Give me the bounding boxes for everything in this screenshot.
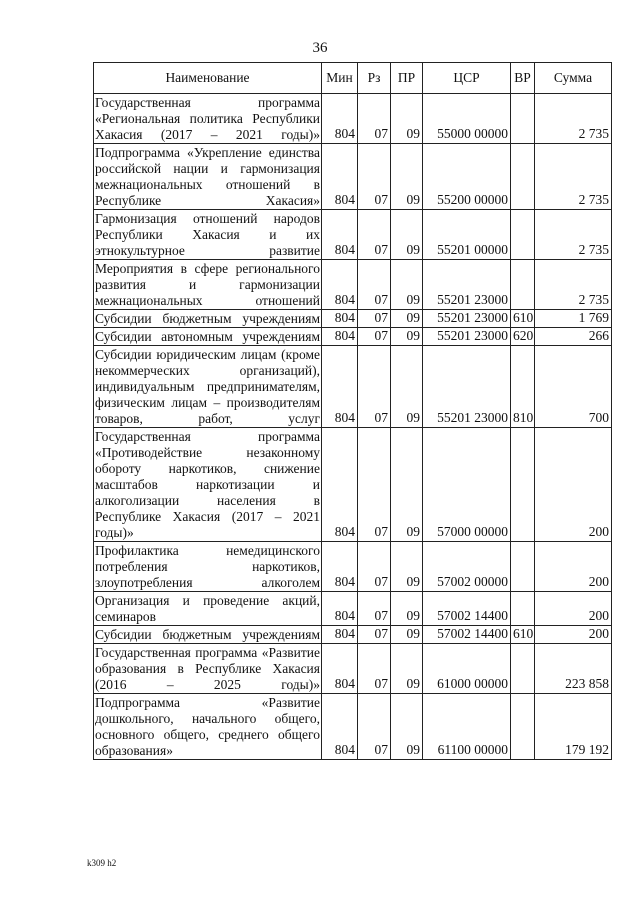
table-row bbox=[94, 428, 612, 542]
row-pr: 09 bbox=[391, 592, 423, 626]
budget-table bbox=[93, 62, 612, 760]
table-row bbox=[94, 542, 612, 592]
row-vr: 810 bbox=[511, 346, 535, 428]
row-pr: 09 bbox=[391, 626, 423, 644]
column-header-vr: ВР bbox=[511, 63, 535, 94]
table-header-row bbox=[94, 63, 612, 94]
row-min: 804 bbox=[322, 210, 358, 260]
row-rz: 07 bbox=[358, 644, 391, 694]
row-sum: 266 bbox=[535, 328, 612, 346]
row-sum: 2 735 bbox=[535, 144, 612, 210]
row-vr bbox=[511, 260, 535, 310]
row-sum: 223 858 bbox=[535, 644, 612, 694]
row-name: Субсидии бюджетным учреждениям bbox=[95, 311, 320, 326]
row-sum: 200 bbox=[535, 428, 612, 542]
row-sum: 700 bbox=[535, 346, 612, 428]
row-csr: 55200 00000 bbox=[423, 144, 511, 210]
row-rz: 07 bbox=[358, 310, 391, 328]
column-header-min: Мин bbox=[322, 63, 358, 94]
page-number: 36 bbox=[312, 40, 328, 56]
row-rz: 07 bbox=[358, 210, 391, 260]
row-sum: 1 769 bbox=[535, 310, 612, 328]
row-name: Субсидии юридическим лицам (кроме некоммерческих организаций), индивидуальным предпринимателям, физическим лицам – производителям товаров, работ, услуг bbox=[95, 347, 320, 426]
row-min: 804 bbox=[322, 94, 358, 144]
column-header-name: Наименование bbox=[94, 63, 322, 94]
table-row bbox=[94, 626, 612, 644]
table-row bbox=[94, 94, 612, 144]
row-min: 804 bbox=[322, 626, 358, 644]
row-rz: 07 bbox=[358, 346, 391, 428]
row-pr: 09 bbox=[391, 644, 423, 694]
row-sum: 179 192 bbox=[535, 694, 612, 760]
row-pr: 09 bbox=[391, 428, 423, 542]
column-header-sum: Сумма bbox=[535, 63, 612, 94]
row-pr: 09 bbox=[391, 210, 423, 260]
row-pr: 09 bbox=[391, 144, 423, 210]
row-vr bbox=[511, 542, 535, 592]
row-rz: 07 bbox=[358, 542, 391, 592]
row-csr: 57002 14400 bbox=[423, 626, 511, 644]
row-min: 804 bbox=[322, 328, 358, 346]
row-min: 804 bbox=[322, 694, 358, 760]
row-vr bbox=[511, 644, 535, 694]
row-csr: 61000 00000 bbox=[423, 644, 511, 694]
row-name: Государственная программа «Развитие образования в Республике Хакасия (2016 – 2025 годы)» bbox=[95, 645, 320, 692]
row-vr bbox=[511, 694, 535, 760]
row-min: 804 bbox=[322, 346, 358, 428]
row-name: Субсидии бюджетным учреждениям bbox=[95, 627, 320, 642]
table-row bbox=[94, 592, 612, 626]
row-pr: 09 bbox=[391, 346, 423, 428]
row-csr: 55201 23000 bbox=[423, 260, 511, 310]
row-vr bbox=[511, 144, 535, 210]
row-rz: 07 bbox=[358, 94, 391, 144]
row-csr: 57000 00000 bbox=[423, 428, 511, 542]
row-pr: 09 bbox=[391, 94, 423, 144]
row-pr: 09 bbox=[391, 260, 423, 310]
row-rz: 07 bbox=[358, 694, 391, 760]
row-csr: 57002 00000 bbox=[423, 542, 511, 592]
table-row bbox=[94, 644, 612, 694]
row-rz: 07 bbox=[358, 260, 391, 310]
row-vr bbox=[511, 592, 535, 626]
row-csr: 55000 00000 bbox=[423, 94, 511, 144]
row-csr: 57002 14400 bbox=[423, 592, 511, 626]
row-sum: 200 bbox=[535, 626, 612, 644]
row-pr: 09 bbox=[391, 328, 423, 346]
row-min: 804 bbox=[322, 428, 358, 542]
table-row bbox=[94, 346, 612, 428]
row-name: Профилактика немедицинского потребления наркотиков, злоупотребления алкоголем bbox=[95, 543, 320, 590]
row-min: 804 bbox=[322, 310, 358, 328]
row-pr: 09 bbox=[391, 542, 423, 592]
table-row bbox=[94, 310, 612, 328]
row-csr: 55201 23000 bbox=[423, 328, 511, 346]
row-vr: 610 bbox=[511, 626, 535, 644]
row-name: Гармонизация отношений народов Республики Хакасия и их этнокультурное развитие bbox=[95, 211, 320, 258]
row-min: 804 bbox=[322, 592, 358, 626]
row-sum: 2 735 bbox=[535, 260, 612, 310]
row-name: Мероприятия в сфере регионального развития и гармонизации межнациональных отношений bbox=[95, 261, 320, 308]
table-row bbox=[94, 144, 612, 210]
row-min: 804 bbox=[322, 260, 358, 310]
row-csr: 55201 23000 bbox=[423, 310, 511, 328]
row-vr bbox=[511, 210, 535, 260]
row-pr: 09 bbox=[391, 694, 423, 760]
row-sum: 200 bbox=[535, 592, 612, 626]
column-header-rz: Рз bbox=[358, 63, 391, 94]
row-min: 804 bbox=[322, 644, 358, 694]
row-pr: 09 bbox=[391, 310, 423, 328]
row-vr: 620 bbox=[511, 328, 535, 346]
footer-code: k309 h2 bbox=[87, 858, 117, 868]
row-sum: 2 735 bbox=[535, 210, 612, 260]
table-row bbox=[94, 260, 612, 310]
row-rz: 07 bbox=[358, 626, 391, 644]
row-name: Государственная программа «Региональная политика Республики Хакасия (2017 – 2021 годы)» bbox=[95, 95, 320, 142]
row-vr bbox=[511, 428, 535, 542]
row-min: 804 bbox=[322, 144, 358, 210]
row-vr bbox=[511, 94, 535, 144]
row-rz: 07 bbox=[358, 144, 391, 210]
row-name: Подпрограмма «Развитие дошкольного, начального общего, основного общего, среднего общего образования» bbox=[95, 695, 320, 758]
table-row bbox=[94, 210, 612, 260]
row-vr: 610 bbox=[511, 310, 535, 328]
row-rz: 07 bbox=[358, 328, 391, 346]
table-row bbox=[94, 328, 612, 346]
row-sum: 200 bbox=[535, 542, 612, 592]
row-csr: 55201 00000 bbox=[423, 210, 511, 260]
row-name: Государственная программа «Противодействие незаконному обороту наркотиков, снижение масштабов наркотизации и алкоголизации населения в Республике Хакасия (2017 – 2021 годы)» bbox=[95, 429, 320, 540]
row-name: Подпрограмма «Укрепление единства российской нации и гармонизация межнациональных отношений в Республике Хакасия» bbox=[95, 145, 320, 208]
row-rz: 07 bbox=[358, 428, 391, 542]
column-header-csr: ЦСР bbox=[423, 63, 511, 94]
row-csr: 55201 23000 bbox=[423, 346, 511, 428]
row-rz: 07 bbox=[358, 592, 391, 626]
row-name: Организация и проведение акций, семинаров bbox=[95, 593, 320, 624]
row-min: 804 bbox=[322, 542, 358, 592]
row-csr: 61100 00000 bbox=[423, 694, 511, 760]
table-row bbox=[94, 694, 612, 760]
row-name: Субсидии автономным учреждениям bbox=[95, 329, 320, 344]
row-sum: 2 735 bbox=[535, 94, 612, 144]
column-header-pr: ПР bbox=[391, 63, 423, 94]
